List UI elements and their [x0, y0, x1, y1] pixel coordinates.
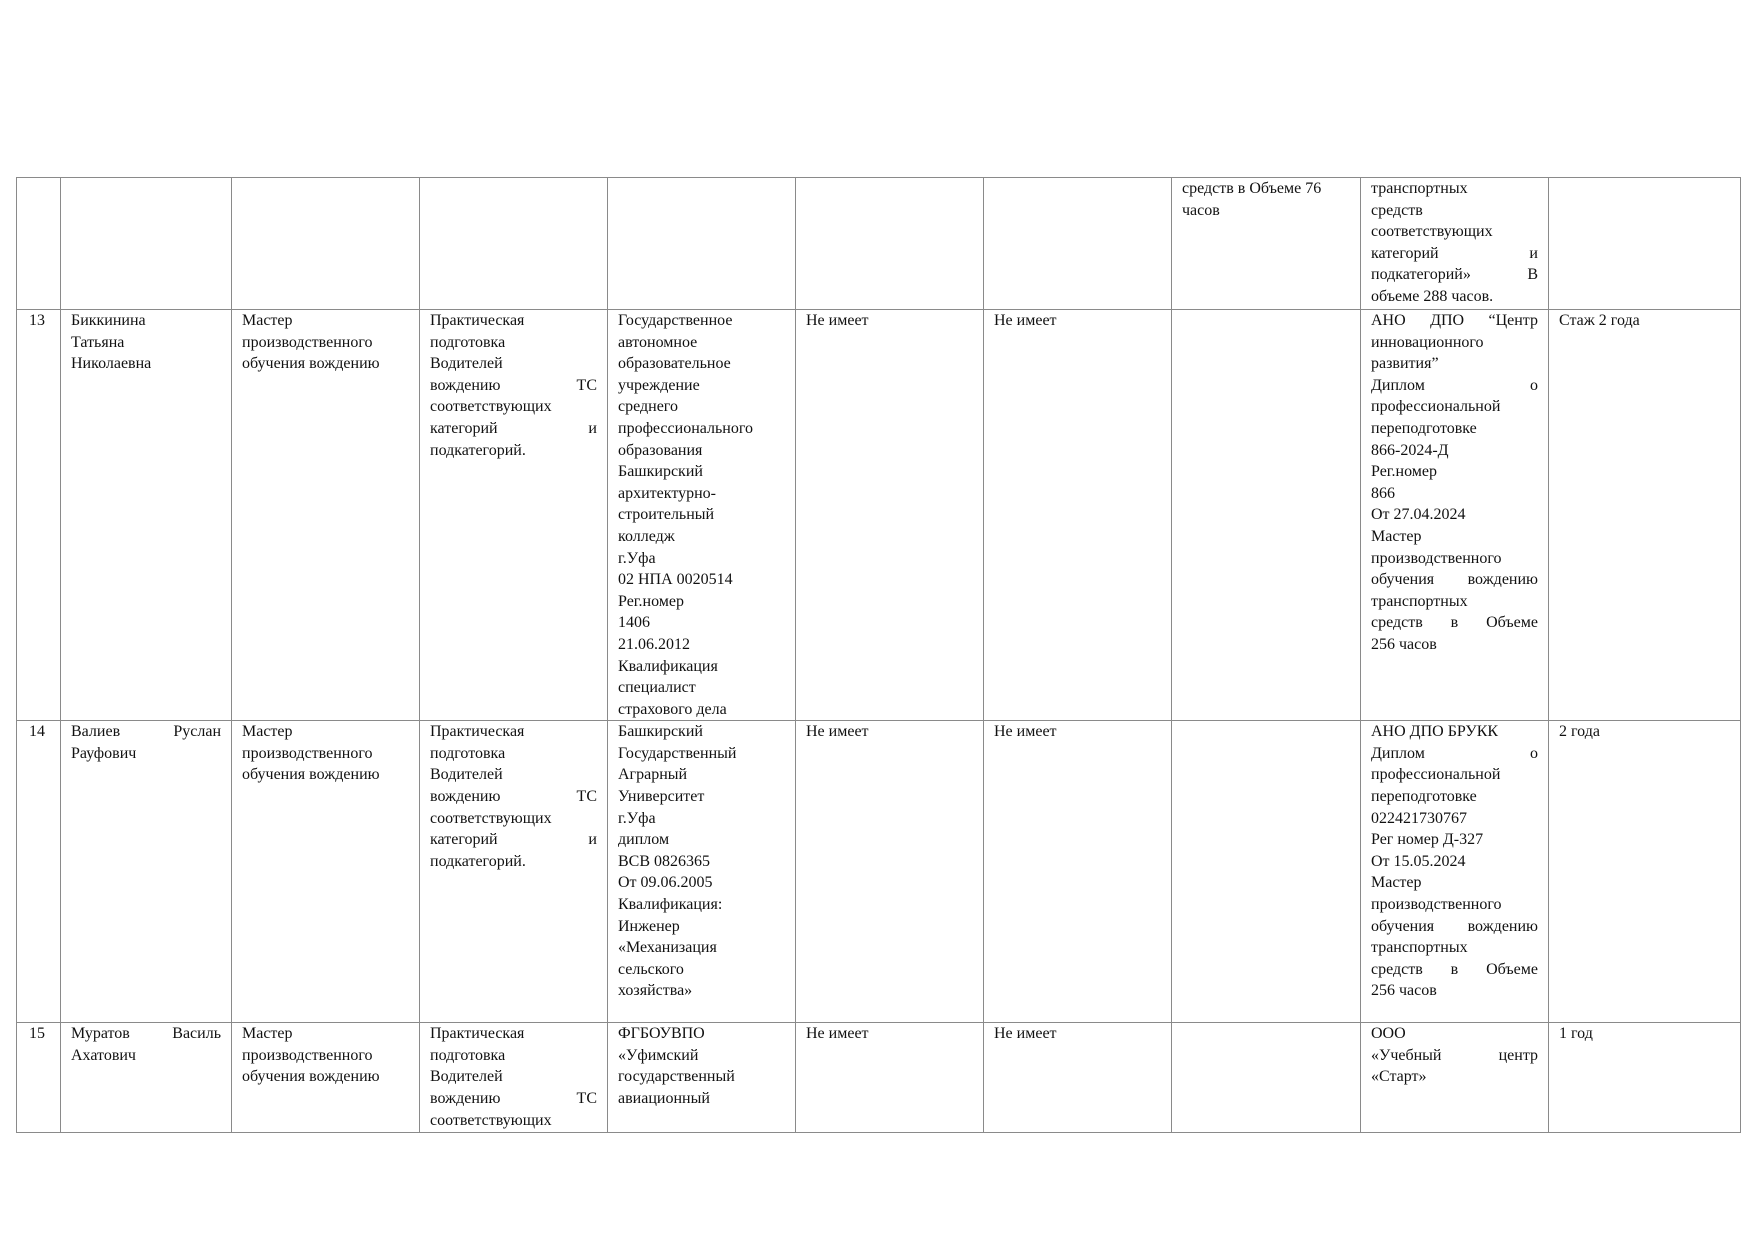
taught-discipline-line: Практическая: [430, 1025, 525, 1043]
education-info-line: ФГБОУВПО: [618, 1025, 705, 1043]
employee-position-line: обучения вождению: [242, 355, 380, 373]
professional-retraining-line: Рег.номер: [1371, 463, 1438, 481]
employee-name-line: Ахатович: [71, 1046, 136, 1064]
professional-retraining-line: От 27.04.2024: [1371, 506, 1466, 524]
education-info-line: специалист: [618, 679, 696, 697]
professional-retraining-line: обучения вождению: [1371, 571, 1538, 589]
professional-retraining-line: Мастер: [1371, 874, 1422, 892]
professional-retraining-line: переподготовке: [1371, 419, 1477, 437]
professional-retraining-line: профессиональной: [1371, 766, 1501, 784]
row-number: 14: [17, 721, 61, 1023]
taught-discipline-line: подготовка: [430, 1046, 506, 1064]
taught-discipline-line: подготовка: [430, 744, 506, 762]
employee-position-line: Мастер: [242, 1025, 293, 1043]
taught-discipline-line: Водителей: [430, 1068, 503, 1086]
taught-discipline-line: Водителей: [430, 766, 503, 784]
professional-retraining-line: объеме 288 часов.: [1371, 287, 1494, 305]
professional-retraining-line: 022421730767: [1371, 809, 1467, 827]
education-info-line: Университет: [618, 788, 705, 806]
professional-retraining-line: 866-2024-Д: [1371, 441, 1449, 459]
education-info-line: «Механизация: [618, 939, 717, 957]
education-info: [608, 721, 796, 1023]
professional-retraining-line: переподготовке: [1371, 788, 1477, 806]
staff-table: [16, 177, 1741, 1133]
education-info-line: Рег.номер: [618, 592, 685, 610]
education-info-line: 1406: [618, 614, 650, 632]
taught-discipline: [420, 310, 608, 721]
taught-discipline-line: подкатегорий.: [430, 852, 526, 870]
education-info: [608, 178, 796, 310]
professional-retraining-line: профессиональной: [1371, 398, 1501, 416]
professional-retraining-line: Диплом о: [1371, 744, 1538, 762]
education-info-line: Квалификация: [618, 657, 718, 675]
professional-retraining-line: Диплом о: [1371, 376, 1538, 394]
professional-retraining-line: ООО: [1371, 1025, 1406, 1043]
professional-retraining-line: транспортных: [1371, 592, 1468, 610]
table-row: [17, 178, 1741, 310]
employee-name: [61, 310, 232, 721]
professional-retraining-line: 256 часов: [1371, 635, 1437, 653]
education-info-line: Государственный: [618, 744, 737, 762]
taught-discipline-line: подкатегорий.: [430, 441, 526, 459]
education-info-line: автономное: [618, 333, 698, 351]
professional-retraining-line: транспортных: [1371, 939, 1468, 957]
taught-discipline-line: Практическая: [430, 723, 525, 741]
employee-position: [232, 310, 420, 721]
professional-retraining: [1361, 310, 1549, 721]
taught-discipline-line: категорий и: [430, 419, 597, 437]
education-info: [608, 310, 796, 721]
employee-position: [232, 178, 420, 310]
taught-discipline-line: вождению ТС: [430, 1090, 597, 1108]
academic-rank: Не имеет: [984, 310, 1172, 721]
professional-retraining-line: Рег номер Д-327: [1371, 831, 1484, 849]
professional-retraining-line: От 15.05.2024: [1371, 852, 1466, 870]
employee-position-line: производственного: [242, 1046, 373, 1064]
employee-position-line: обучения вождению: [242, 1068, 380, 1086]
row-number: 13: [17, 310, 61, 721]
academic-degree: Не имеет: [796, 310, 984, 721]
work-experience: Стаж 2 года: [1549, 310, 1741, 721]
professional-retraining-line: производственного: [1371, 896, 1502, 914]
academic-degree: Не имеет: [796, 721, 984, 1023]
employee-name-line: Николаевна: [71, 355, 152, 373]
education-info-line: Аграрный: [618, 766, 688, 784]
academic-rank: Не имеет: [984, 721, 1172, 1023]
education-info-line: образования: [618, 441, 703, 459]
education-info-line: страхового дела: [618, 700, 727, 718]
professional-retraining-line: категорий и: [1371, 244, 1538, 262]
qualification-training: [1172, 178, 1361, 310]
professional-retraining: [1361, 178, 1549, 310]
professional-retraining-line: «Учебный центр: [1371, 1046, 1538, 1064]
qualification-training-line: средств в Объеме 76: [1182, 180, 1322, 197]
education-info-line: государственный: [618, 1068, 735, 1086]
employee-name: [61, 1023, 232, 1133]
professional-retraining-line: 866: [1371, 484, 1395, 502]
education-info-line: Квалификация:: [618, 896, 723, 914]
employee-position-line: производственного: [242, 744, 373, 762]
taught-discipline-line: соответствующих: [430, 809, 552, 827]
professional-retraining-line: производственного: [1371, 549, 1502, 567]
academic-rank: Не имеет: [984, 1023, 1172, 1133]
professional-retraining-line: 256 часов: [1371, 982, 1437, 1000]
employee-name-line: Рауфович: [71, 744, 137, 762]
education-info: [608, 1023, 796, 1133]
taught-discipline-line: соответствующих: [430, 398, 552, 416]
professional-retraining-line: соответствующих: [1371, 223, 1493, 241]
employee-position-line: производственного: [242, 333, 373, 351]
taught-discipline-line: категорий и: [430, 831, 597, 849]
education-info-line: сельского: [618, 960, 684, 978]
employee-position: [232, 721, 420, 1023]
taught-discipline: [420, 721, 608, 1023]
taught-discipline-line: Практическая: [430, 312, 525, 329]
professional-retraining-line: обучения вождению: [1371, 917, 1538, 935]
employee-position-line: Мастер: [242, 723, 293, 741]
work-experience: 2 года: [1549, 721, 1741, 1023]
employee-position-line: обучения вождению: [242, 766, 380, 784]
education-info-line: Башкирский: [618, 723, 703, 741]
professional-retraining: [1361, 1023, 1549, 1133]
professional-retraining-line: АНО ДПО БРУКК: [1371, 723, 1499, 741]
education-info-line: г.Уфа: [618, 809, 656, 827]
taught-discipline: [420, 178, 608, 310]
qualification-training: [1172, 721, 1361, 1023]
professional-retraining-line: «Старт»: [1371, 1068, 1427, 1086]
professional-retraining-line: инновационного: [1371, 333, 1484, 351]
taught-discipline-line: подготовка: [430, 333, 506, 351]
taught-discipline-line: вождению ТС: [430, 788, 597, 806]
qualification-training: [1172, 1023, 1361, 1133]
work-experience: [1549, 178, 1741, 310]
employee-name: [61, 721, 232, 1023]
table-row: [17, 310, 1741, 721]
row-number: [17, 178, 61, 310]
education-info-line: диплом: [618, 831, 670, 849]
education-info-line: «Уфимский: [618, 1046, 699, 1064]
professional-retraining-line: транспортных: [1371, 180, 1468, 197]
taught-discipline: [420, 1023, 608, 1133]
professional-retraining-line: подкатегорий» В: [1371, 266, 1538, 284]
professional-retraining-line: Мастер: [1371, 527, 1422, 545]
employee-name-line: Биккинина: [71, 312, 146, 329]
qualification-training-line: часов: [1182, 201, 1220, 219]
work-experience: 1 год: [1549, 1023, 1741, 1133]
employee-position: [232, 1023, 420, 1133]
employee-name-line: Татьяна: [71, 333, 125, 351]
academic-degree: Не имеет: [796, 1023, 984, 1133]
qualification-training: [1172, 310, 1361, 721]
professional-retraining-line: средств в Объеме: [1371, 960, 1538, 978]
education-info-line: Инженер: [618, 917, 680, 935]
education-info-line: 02 НПА 0020514: [618, 571, 733, 589]
education-info-line: хозяйства»: [618, 982, 693, 1000]
education-info-line: ВСВ 0826365: [618, 852, 711, 870]
employee-name-line: Муратов Василь: [71, 1025, 221, 1043]
employee-name: [61, 178, 232, 310]
table-row: [17, 721, 1741, 1023]
education-info-line: учреждение: [618, 376, 700, 394]
education-info-line: архитектурно-: [618, 484, 716, 502]
taught-discipline-line: Водителей: [430, 355, 503, 373]
academic-rank: [984, 178, 1172, 310]
professional-retraining-line: средств в Объеме: [1371, 614, 1538, 632]
professional-retraining: [1361, 721, 1549, 1023]
education-info-line: профессионального: [618, 419, 754, 437]
academic-degree: [796, 178, 984, 310]
professional-retraining-line: средств: [1371, 201, 1423, 219]
employee-position-line: Мастер: [242, 312, 293, 329]
professional-retraining-line: развития”: [1371, 355, 1439, 373]
education-info-line: От 09.06.2005: [618, 874, 713, 892]
professional-retraining-line: АНО ДПО “Центр: [1371, 312, 1538, 329]
education-info-line: 21.06.2012: [618, 635, 690, 653]
table-row: [17, 1023, 1741, 1133]
education-info-line: авиационный: [618, 1090, 710, 1108]
education-info-line: Башкирский: [618, 463, 703, 481]
education-info-line: среднего: [618, 398, 678, 416]
employee-name-line: Валиев Руслан: [71, 723, 221, 741]
education-info-line: Государственное: [618, 312, 733, 329]
taught-discipline-line: вождению ТС: [430, 376, 597, 394]
education-info-line: образовательное: [618, 355, 731, 373]
education-info-line: колледж: [618, 527, 675, 545]
education-info-line: строительный: [618, 506, 715, 524]
education-info-line: г.Уфа: [618, 549, 656, 567]
row-number: 15: [17, 1023, 61, 1133]
taught-discipline-line: соответствующих: [430, 1111, 552, 1129]
